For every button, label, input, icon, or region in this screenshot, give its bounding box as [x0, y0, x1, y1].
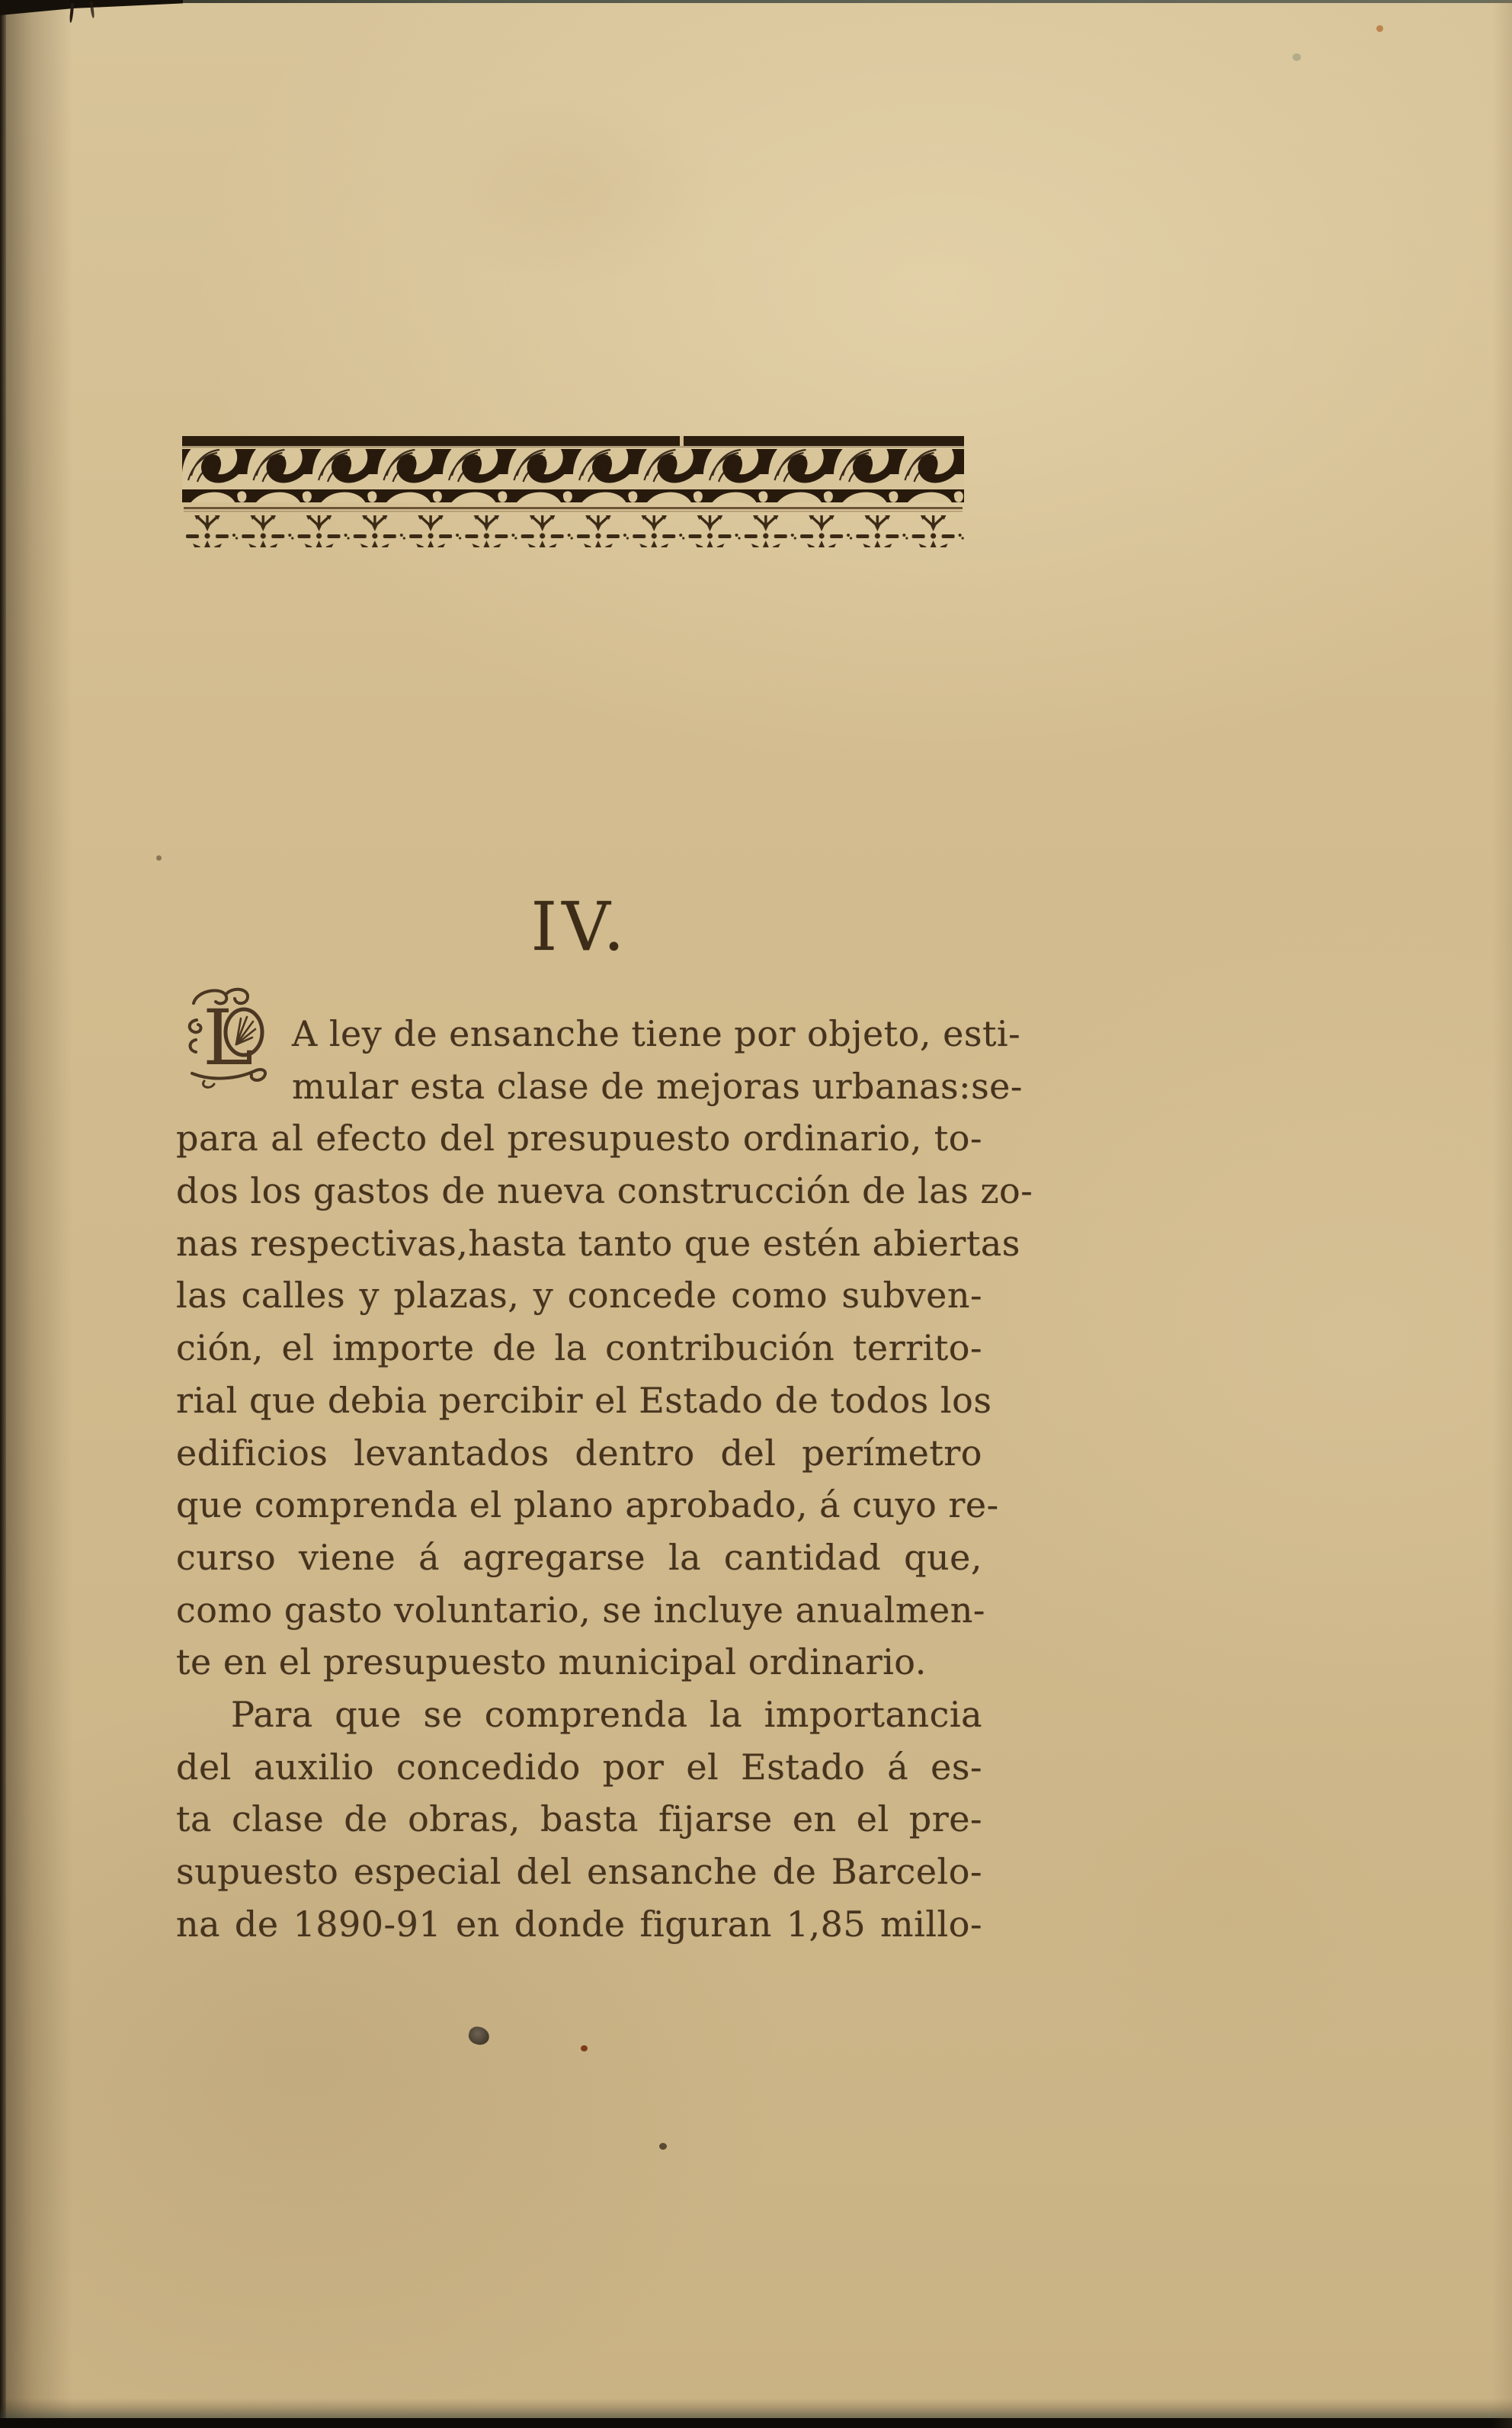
paragraph-1 — [176, 1008, 1033, 1689]
text-line: que comprenda el plano aprobado, á cuyo re- — [176, 1484, 999, 1526]
ink-dot — [156, 855, 162, 861]
text-line: del auxilio concedido por el Estado á es- — [176, 1746, 982, 1788]
bottom-edge-glow — [0, 2398, 1512, 2418]
ink-dot — [1293, 53, 1301, 61]
text-line: A ley de ensanche tiene por objeto, esti- — [292, 1013, 1021, 1054]
ornament-top-rule — [182, 436, 964, 447]
text-line: dos los gastos de nueva construcción de las zo- — [176, 1170, 1033, 1212]
ink-dot — [1376, 25, 1383, 32]
right-edge-shade — [1492, 0, 1512, 2428]
text-line: como gasto voluntario, se incluye anualmen- — [176, 1589, 985, 1631]
ink-dot — [581, 2045, 588, 2051]
bottom-edge-shadow — [0, 2418, 1512, 2428]
top-edge-line — [0, 0, 1512, 3]
gutter-shadow — [0, 0, 72, 2428]
text-line: las calles y plazas, y concede como subven- — [176, 1275, 982, 1317]
ink-blob — [467, 2025, 492, 2047]
text-line: mular esta clase de mejoras urbanas:se- — [292, 1065, 1023, 1107]
text-line: para al efecto del presupuesto ordinario, to- — [176, 1118, 982, 1159]
head-ornament — [182, 436, 964, 549]
text-line: ta clase de obras, basta fijarse en el pre- — [176, 1798, 982, 1840]
paper-stain — [427, 91, 716, 290]
text-line: curso viene á agregarse la cantidad que, — [176, 1536, 982, 1578]
ornament-sprig-row — [182, 515, 964, 547]
text-line: te en el presupuesto municipal ordinario. — [176, 1641, 927, 1683]
ink-dot — [659, 2143, 667, 2150]
chapter-heading: IV. — [530, 887, 629, 966]
text-line: nas respectivas,hasta tanto que estén abiertas — [176, 1222, 1020, 1264]
text-line: supuesto especial del ensanche de Barcelo- — [176, 1851, 982, 1892]
text-line: ción, el importe de la contribución territo- — [176, 1327, 982, 1369]
left-edge-shadow — [0, 0, 6, 2428]
body-text — [176, 1008, 1033, 1950]
text-line: rial que debia percibir el Estado de todos los — [176, 1379, 992, 1421]
text-line: edificios levantados dentro del perímetro — [176, 1432, 982, 1474]
ornament-frieze — [182, 449, 964, 502]
ornament-thin-rule — [184, 507, 963, 512]
drop-cap-letter: L — [203, 993, 254, 1082]
text-line: na de 1890-91 en donde figuran 1,85 millo- — [176, 1903, 982, 1945]
text-line: Para que se comprenda la importancia — [231, 1693, 982, 1735]
paper-stain — [1067, 1753, 1387, 2074]
paragraph-2 — [176, 1689, 982, 1950]
